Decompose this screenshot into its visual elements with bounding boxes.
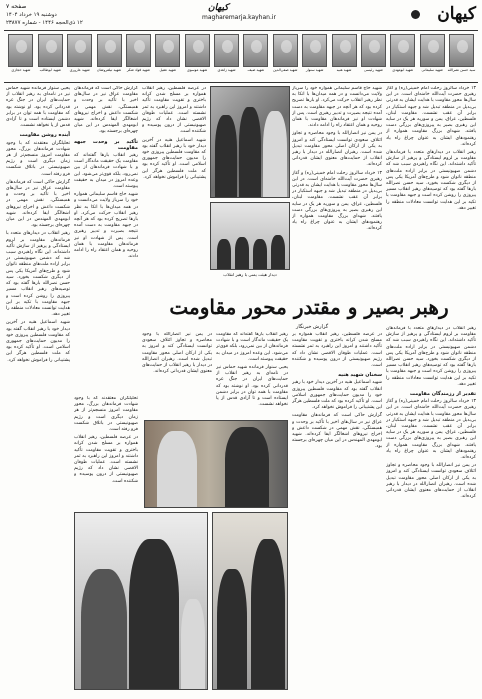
column-1-bottom <box>386 326 476 696</box>
martyrs-portrait-strip <box>6 34 476 80</box>
portrait-photo <box>332 34 357 67</box>
portrait-photo <box>126 34 151 67</box>
column-mid-right <box>216 332 288 418</box>
figure-left <box>215 115 237 197</box>
martyr-portrait <box>153 34 182 80</box>
date-line: دوشنبه ۱۹ خرداد ۱۴۰۴ <box>6 12 57 18</box>
portrait-name: شهید ابومهدی <box>392 68 414 72</box>
portrait-name: شهید سلیمانی <box>421 68 443 72</box>
portrait-name: شهید عاروری <box>69 68 90 72</box>
portrait-name: شهید فواد شکر <box>126 68 150 72</box>
portrait-photo <box>273 34 298 67</box>
masthead-rule <box>4 30 478 31</box>
portrait-photo <box>390 34 415 67</box>
column-5 <box>6 86 70 696</box>
paragraph: ۱۳ خرداد سالروز رحلت امام خمینی(ره) و آغاز رهبری حضرت آیت‌الله خامنه‌ای است. در این سال‌ها محور مقاومت با هدایت ایشان به قدرتی بی‌بدیل در منطقه تبدیل شد و جبهه استکبار در برابر آن عقب نشست. مقاومت لبنان، فلسطین، عراق، یمن و سوریه هر یک در سایه این رهبری بصیر به پیروزی‌های بزرگی دست یافتند. شهدای بزرگ مقاومت همواره از رهنمودهای ایشان به عنوان چراغ راه یاد کرده‌اند. <box>386 86 476 147</box>
portrait-photo <box>8 34 33 67</box>
portrait-name: شهید هنیه <box>336 68 352 72</box>
figure <box>181 599 205 689</box>
portrait-photo <box>449 34 474 67</box>
figure-center <box>239 107 261 197</box>
figure <box>217 569 247 689</box>
paragraph: شهید حاج قاسم سلیمانی همواره خود را سرباز ولایت می‌دانست و در همه میدان‌ها با اتکا به نظر رهبر انقلاب حرکت می‌کرد. او بارها تصریح کرده بود که هر آنچه در جبهه مقاومت به دست آمده نتیجه بصیرت و تدبیر رهبری است. پس از شهادت او نیز فرماندهان مقاومت با همان روحیه و همان اعتقاد راه را ادامه دادند. <box>292 86 382 129</box>
portrait-photo <box>302 34 327 67</box>
column-2-top <box>292 86 382 292</box>
newspaper-logo: کیهان <box>437 4 476 24</box>
portrait-photo <box>155 34 180 67</box>
martyr-portrait <box>330 34 359 80</box>
paragraph: گزارش حاکی است که فرماندهان مقاومت عراق نیز در سال‌های اخیر با تأکید بر وحدت و همبستگی، نقش مهمی در شکست داعش و اخراج نیروهای اشغالگر ایفا کرده‌اند. شهید ابومهدی المهندس در این میان چهره‌ای برجسته بود. <box>74 86 138 135</box>
martyr-portrait <box>359 34 388 80</box>
paragraph: رهبر انقلاب در دیدارهای متعدد با فرماندهان مقاومت بر لزوم ایستادگی و پرهیز از سازش تأکید داشته‌اند. این نگاه راهبردی سبب شد که دشمن صهیونیستی در برابر اراده ملت‌های منطقه ناتوان شود و طرح‌های آمریکا یکی پس از دیگری شکست بخورد. سید حسن نصرالله بارها گفته بود که توصیه‌های رهبر انقلاب مسیر پیروزی را روشن کرده است و جبهه مقاومت با تکیه بر این هدایت توانست معادلات منطقه را تغییر دهد. <box>6 231 70 318</box>
column-1-top <box>386 86 476 292</box>
subheading: تقدیر از رزمندگان مقاومت <box>409 391 476 398</box>
subheading: سخنان شهید هنیه <box>338 372 382 379</box>
figure <box>253 239 267 269</box>
paragraph: رهبر انقلاب بارها گفته‌اند که مقاومت یک حقیقت ماندگار است و با شهادت فرماندهان از بین نمی‌رود، بلکه قوی‌تر می‌شود. این وعده امروز در میدان به حقیقت پیوسته است. <box>74 153 138 190</box>
martyr-portrait <box>388 34 417 80</box>
photo-handshake <box>144 420 288 508</box>
portrait-photo <box>361 34 386 67</box>
center-brand: کیهان <box>208 3 229 13</box>
issue-line: ۱۲ ذی‌الحجه ۱۴۴۶ - شماره ۲۳۸۷۷ <box>6 20 83 26</box>
paragraph: رهبر انقلاب در دیدارهای متعدد با فرماندهان مقاومت بر لزوم ایستادگی و پرهیز از سازش تأکید داشته‌اند. این نگاه راهبردی سبب شد که دشمن صهیونیستی در برابر اراده ملت‌های منطقه ناتوان شود و طرح‌های آمریکا یکی پس از دیگری شکست بخورد. سید حسن نصرالله بارها گفته بود که توصیه‌های رهبر انقلاب مسیر پیروزی را روشن کرده است و جبهه مقاومت با تکیه بر این هدایت توانست معادلات منطقه را تغییر دهد. <box>386 326 476 387</box>
portrait-photo <box>214 34 239 67</box>
portrait-name: شهید موسوی <box>187 68 208 72</box>
martyr-portrait <box>36 34 65 80</box>
portrait-name: شهید زاهدی <box>217 68 236 72</box>
portrait-name: سید حسن نصرالله <box>447 68 476 72</box>
paragraph: در عرصه فلسطین، رهبر انقلاب همواره بر مسلح شدن کرانه باختری و تقویت مقاومت تأکید داشتند و امروز این راهبرد به ثمر نشسته است. عملیات طوفان الاقصی نشان داد که رژیم صهیونیستی از درون پوسیده و شکننده است. <box>292 332 382 369</box>
paragraph: شهید اسماعیل هنیه در آخرین دیدار خود با رهبر انقلاب گفته بود که مقاومت فلسطین پیروزی خود را مدیون حمایت‌های جمهوری اسلامی است. او تأکید کرده بود که ملت فلسطین هرگز این پشتیبانی را فراموش نخواهد کرد. <box>6 320 70 363</box>
photo-embrace <box>74 512 208 690</box>
portrait-strip-rule <box>4 82 478 83</box>
figure <box>251 539 285 689</box>
photo-meeting <box>210 202 290 270</box>
photo-greeting <box>212 512 288 690</box>
site-url[interactable]: magharemarja.kayhan.ir <box>202 14 276 21</box>
portrait-name: شهید عقیل <box>159 68 177 72</box>
subheading: تأکید بر وحدت جبهه مقاومت <box>74 138 138 151</box>
headline-band <box>140 292 478 322</box>
column-2-bottom <box>292 332 382 696</box>
paragraph: رهبر انقلاب بارها گفته‌اند که مقاومت یک حقیقت ماندگار است و با شهادت فرماندهان از بین نمی‌رود، بلکه قوی‌تر می‌شود. این وعده امروز در میدان به حقیقت پیوسته است. <box>216 332 288 362</box>
paragraph: تحلیلگران معتقدند که با وجود شهادت فرماندهان بزرگ، محور مقاومت امروز منسجم‌تر از هر زمان دیگری است و رژیم صهیونیستی در باتلاق شکست فرو رفته است. <box>74 396 138 433</box>
paragraph: شهید حاج قاسم سلیمانی همواره خود را سرباز ولایت می‌دانست و در همه میدان‌ها با اتکا به نظر رهبر انقلاب حرکت می‌کرد. او بارها تصریح کرده بود که هر آنچه در جبهه مقاومت به دست آمده نتیجه بصیرت و تدبیر رهبری است. پس از شهادت او نیز فرماندهان مقاومت با همان روحیه و همان اعتقاد راه را ادامه دادند. <box>74 192 138 260</box>
masthead <box>0 0 482 30</box>
paragraph: در یمن نیز انصارالله با وجود محاصره و تجاوز ائتلاف سعودی توانست ایستادگی کند و امروز به یکی از ارکان اصلی محور مقاومت تبدیل شده است. رهبران انصارالله در دیدار با رهبر انقلاب از حمایت‌های معنوی ایشان قدردانی کرده‌اند. <box>142 332 212 375</box>
paragraph: در عرصه فلسطین، رهبر انقلاب همواره بر مسلح شدن کرانه باختری و تقویت مقاومت تأکید داشتند و امروز این راهبرد به ثمر نشسته است. عملیات طوفان الاقصی نشان داد که رژیم صهیونیستی از درون پوسیده و شکننده است. <box>142 86 206 135</box>
column-mid-left <box>142 332 212 418</box>
portrait-photo <box>67 34 92 67</box>
main-headline: رهبر بصیر و مقتدر محور مقاومت <box>169 295 449 319</box>
portrait-photo <box>38 34 63 67</box>
figure <box>81 569 127 689</box>
figure <box>217 239 231 269</box>
paragraph: ۱۳ خرداد سالروز رحلت امام خمینی(ره) و آغاز رهبری حضرت آیت‌الله خامنه‌ای است. در این سال‌ها محور مقاومت با هدایت ایشان به قدرتی بی‌بدیل در منطقه تبدیل شد و جبهه استکبار در برابر آن عقب نشست. مقاومت لبنان، فلسطین، عراق، یمن و سوریه هر یک در سایه این رهبری بصیر به پیروزی‌های بزرگی دست یافتند. شهدای بزرگ مقاومت همواره از رهنمودهای ایشان به عنوان چراغ راه یاد کرده‌اند. <box>292 170 382 232</box>
photo-caption: دیدار هیئت یمنی با رهبر انقلاب <box>223 272 277 277</box>
figure <box>157 431 197 507</box>
portrait-name: شهید ابوطالب <box>39 68 61 72</box>
paragraph: شهید اسماعیل هنیه در آخرین دیدار خود با رهبر انقلاب گفته بود که مقاومت فلسطین پیروزی خود را مدیون حمایت‌های جمهوری اسلامی است. او تأکید کرده بود که ملت فلسطین هرگز این پشتیبانی را فراموش نخواهد کرد. <box>292 380 382 411</box>
figure <box>271 235 285 269</box>
martyr-portrait <box>300 34 329 80</box>
portrait-name: شهید حجازی <box>11 68 31 72</box>
paragraph: شهید اسماعیل هنیه در آخرین دیدار خود با رهبر انقلاب گفته بود که مقاومت فلسطین پیروزی خود را مدیون حمایت‌های جمهوری اسلامی است. او تأکید کرده بود که ملت فلسطین هرگز این پشتیبانی را فراموش نخواهد کرد. <box>142 137 206 180</box>
martyr-portrait <box>124 34 153 80</box>
photo-leaders-group <box>210 86 290 198</box>
paragraph: گزارش حاکی است که فرماندهان مقاومت عراق نیز در سال‌های اخیر با تأکید بر وحدت و همبستگی، نقش مهمی در شکست داعش و اخراج نیروهای اشغالگر ایفا کرده‌اند. شهید ابومهدی المهندس در این میان چهره‌ای برجسته بود. <box>292 413 382 450</box>
paragraph: ۱۳ خرداد سالروز رحلت امام خمینی(ره) و آغاز رهبری حضرت آیت‌الله خامنه‌ای است. در این سال‌ها محور مقاومت با هدایت ایشان به قدرتی بی‌بدیل در منطقه تبدیل شد و جبهه استکبار در برابر آن عقب نشست. مقاومت لبنان، فلسطین، عراق، یمن و سوریه هر یک در سایه این رهبری بصیر به پیروزی‌های بزرگی دست یافتند. شهدای بزرگ مقاومت همواره از رهنمودهای ایشان به عنوان چراغ راه یاد کرده‌اند. <box>386 399 476 461</box>
paragraph: رهبر انقلاب در دیدارهای متعدد با فرماندهان مقاومت بر لزوم ایستادگی و پرهیز از سازش تأکید داشته‌اند. این نگاه راهبردی سبب شد که دشمن صهیونیستی در برابر اراده ملت‌های منطقه ناتوان شود و طرح‌های آمریکا یکی پس از دیگری شکست بخورد. سید حسن نصرالله بارها گفته بود که توصیه‌های رهبر انقلاب مسیر پیروزی را روشن کرده است و جبهه مقاومت با تکیه بر این هدایت توانست معادلات منطقه را تغییر دهد. <box>386 150 476 211</box>
martyr-portrait <box>447 34 476 80</box>
portrait-photo <box>97 34 122 67</box>
paragraph: یحیی سنوار فرمانده شهید حماس نیز در نامه‌ای به رهبر انقلاب از حمایت‌های ایران در جنگ غزه قدردانی کرده بود. او نوشته بود که مقاومت با همه توان در برابر دشمن ایستاده است و تا آزادی قدس از پا نخواهد نشست. <box>6 86 70 129</box>
subheading: آینده روشن مقاومت <box>19 132 70 139</box>
column-4 <box>74 86 138 386</box>
page-number: صفحه ۷ <box>6 3 27 10</box>
martyr-portrait <box>6 34 35 80</box>
martyr-portrait <box>418 34 447 80</box>
figure-right <box>263 111 287 197</box>
martyr-portrait <box>241 34 270 80</box>
paragraph: در یمن نیز انصارالله با وجود محاصره و تجاوز ائتلاف سعودی توانست ایستادگی کند و امروز به یکی از ارکان اصلی محور مقاومت تبدیل شده است. رهبران انصارالله در دیدار با رهبر انقلاب از حمایت‌های معنوی ایشان قدردانی کرده‌اند. <box>292 131 382 168</box>
portrait-name: شهید رئیسی <box>363 68 383 72</box>
figure <box>235 237 249 269</box>
figure <box>129 539 179 689</box>
portrait-name: شهید صفی‌الدین <box>273 68 298 72</box>
paragraph: در عرصه فلسطین، رهبر انقلاب همواره بر مسلح شدن کرانه باختری و تقویت مقاومت تأکید داشتند و امروز این راهبرد به ثمر نشسته است. عملیات طوفان الاقصی نشان داد که رژیم صهیونیستی از درون پوسیده و شکننده است. <box>74 435 138 484</box>
martyr-portrait <box>212 34 241 80</box>
byline: گزارش خبرنگار <box>296 324 329 330</box>
paragraph: یحیی سنوار فرمانده شهید حماس نیز در نامه‌ای به رهبر انقلاب از حمایت‌های ایران در جنگ غزه قدردانی کرده بود. او نوشته بود که مقاومت با همه توان در برابر دشمن ایستاده است و تا آزادی قدس از پا نخواهد نشست. <box>216 365 288 408</box>
figure <box>225 427 269 507</box>
logo-emblem-icon <box>411 10 420 19</box>
column-3-top <box>142 86 206 292</box>
martyr-portrait <box>95 34 124 80</box>
portrait-photo <box>243 34 268 67</box>
portrait-photo <box>185 34 210 67</box>
paragraph: در یمن نیز انصارالله با وجود محاصره و تجاوز ائتلاف سعودی توانست ایستادگی کند و امروز به یکی از ارکان اصلی محور مقاومت تبدیل شده است. رهبران انصارالله در دیدار با رهبر انقلاب از حمایت‌های معنوی ایشان قدردانی کرده‌اند. <box>386 463 476 500</box>
portrait-name: شهید ضیف <box>247 68 265 72</box>
portrait-name: شهید نیلفروشان <box>96 68 122 72</box>
paragraph: گزارش حاکی است که فرماندهان مقاومت عراق نیز در سال‌های اخیر با تأکید بر وحدت و همبستگی، نقش مهمی در شکست داعش و اخراج نیروهای اشغالگر ایفا کرده‌اند. شهید ابومهدی المهندس در این میان چهره‌ای برجسته بود. <box>6 179 70 229</box>
portrait-photo <box>420 34 445 67</box>
paragraph: تحلیلگران معتقدند که با وجود شهادت فرماندهان بزرگ، محور مقاومت امروز منسجم‌تر از هر زمان دیگری است و رژیم صهیونیستی در باتلاق شکست فرو رفته است. <box>6 140 70 177</box>
martyr-portrait <box>271 34 300 80</box>
martyr-portrait <box>183 34 212 80</box>
portrait-name: شهید سنوار <box>305 68 324 72</box>
martyr-portrait <box>65 34 94 80</box>
